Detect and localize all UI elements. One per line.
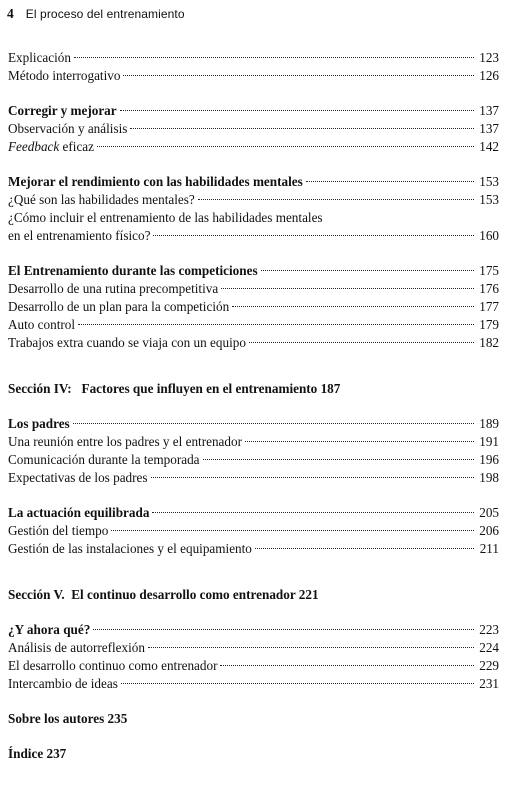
toc-entry-label: El desarrollo continuo como entrenador	[8, 658, 218, 673]
toc-chapter-entry[interactable]	[8, 415, 499, 433]
toc-entry[interactable]	[8, 540, 499, 558]
toc-entry-page: 224	[479, 640, 499, 655]
section-page: 187	[320, 381, 341, 396]
toc-entry[interactable]	[8, 657, 499, 675]
toc-entry[interactable]	[8, 675, 499, 693]
section-page: 221	[298, 587, 319, 602]
index-label: Índice	[8, 746, 44, 761]
toc-entry-page: 153	[479, 192, 499, 207]
toc-entry-label: Explicación	[8, 50, 71, 65]
dot-leader	[120, 110, 474, 111]
toc-entry[interactable]	[8, 451, 499, 469]
toc-chapter-entry[interactable]	[8, 621, 499, 639]
toc-section-heading[interactable]	[8, 586, 499, 604]
toc-entry-label-line1[interactable]: ¿Cómo incluir el entrenamiento de las habilidades mentales	[8, 210, 323, 225]
dot-leader	[151, 477, 474, 478]
toc-entry[interactable]	[8, 280, 499, 298]
header-page-number: 4	[7, 6, 14, 21]
dot-leader	[261, 270, 474, 271]
spacer	[8, 604, 499, 621]
toc-index[interactable]	[8, 745, 499, 763]
dot-leader	[111, 530, 474, 531]
toc-entry-label: Desarrollo de un plan para la competición	[8, 299, 230, 314]
dot-leader	[73, 423, 474, 424]
toc-entry[interactable]	[8, 316, 499, 334]
dot-leader	[221, 288, 474, 289]
toc-entry[interactable]	[8, 639, 499, 657]
dot-leader	[249, 342, 474, 343]
dot-leader	[232, 306, 474, 307]
spacer	[8, 487, 499, 504]
toc-chapter-label: La actuación equilibrada	[8, 505, 150, 520]
toc-chapter-label: Los padres	[8, 416, 70, 431]
dot-leader	[255, 548, 474, 549]
toc-entry-page: 206	[479, 523, 499, 538]
toc-entry-label: ¿Qué son las habilidades mentales?	[8, 192, 195, 207]
dot-leader	[74, 57, 474, 58]
toc-entry-label: Desarrollo de una rutina precompetitiva	[8, 281, 219, 296]
toc-entry[interactable]	[8, 469, 499, 487]
running-header	[7, 6, 185, 24]
header-title: El proceso del entrenamiento	[25, 7, 185, 21]
toc-entry-page: 137	[479, 103, 499, 118]
dot-leader	[123, 75, 474, 76]
toc-entry[interactable]	[8, 120, 499, 138]
dot-leader	[203, 459, 474, 460]
toc-entry-page: 229	[479, 658, 499, 673]
spacer	[8, 352, 499, 380]
toc-entry[interactable]	[8, 334, 499, 352]
toc-entry[interactable]	[8, 433, 499, 451]
dot-leader	[78, 324, 474, 325]
toc-chapter-entry[interactable]	[8, 173, 499, 191]
toc-entry-page: 211	[479, 541, 499, 556]
toc-entry[interactable]	[8, 138, 499, 156]
toc-entry[interactable]	[8, 49, 499, 67]
toc-chapter-entry[interactable]	[8, 504, 499, 522]
dot-leader	[220, 665, 474, 666]
toc-entry-label: Intercambio de ideas	[8, 676, 118, 691]
spacer	[8, 693, 499, 710]
toc-entry-page: 153	[479, 174, 499, 189]
toc-chapter-entry[interactable]	[8, 102, 499, 120]
toc-entry-page: 176	[479, 281, 499, 296]
toc-chapter-entry[interactable]	[8, 262, 499, 280]
toc-entry-page: 123	[479, 50, 499, 65]
toc-entry-label-rest: eficaz	[59, 139, 95, 154]
spacer	[8, 728, 499, 745]
section-title: Factores que influyen en el entrenamiento	[81, 381, 318, 396]
toc-chapter-label: ¿Y ahora qué?	[8, 622, 91, 637]
toc-entry-label: Gestión de las instalaciones y el equipamiento	[8, 541, 252, 556]
authors-page: 235	[107, 711, 128, 726]
toc-entry-page: 126	[479, 68, 499, 83]
toc-entry-label: Gestión del tiempo	[8, 523, 109, 538]
toc-chapter-label: Corregir y mejorar	[8, 103, 117, 118]
toc-chapter-label: El Entrenamiento durante las competiciones	[8, 263, 258, 278]
toc-entry[interactable]	[8, 522, 499, 540]
dot-leader	[148, 647, 474, 648]
dot-leader	[153, 235, 474, 236]
table-of-contents	[8, 49, 499, 763]
section-title: El continuo desarrollo como entrenador	[71, 587, 296, 602]
toc-entry-label-line2: en el entrenamiento físico?	[8, 228, 151, 243]
spacer	[8, 398, 499, 415]
section-label: Sección IV:	[8, 381, 72, 396]
toc-entry-page: 223	[479, 622, 499, 637]
toc-entry[interactable]	[8, 191, 499, 209]
dot-leader	[121, 683, 474, 684]
toc-entry-label: Expectativas de los padres	[8, 470, 148, 485]
toc-entry-label: Una reunión entre los padres y el entrenador	[8, 434, 242, 449]
toc-entry[interactable]	[8, 227, 499, 245]
spacer	[8, 85, 499, 102]
toc-entry-label: Observación y análisis	[8, 121, 128, 136]
toc-authors[interactable]	[8, 710, 499, 728]
toc-entry-page: 160	[479, 228, 499, 243]
authors-label: Sobre los autores	[8, 711, 105, 726]
spacer	[8, 156, 499, 173]
toc-entry-label: Comunicación durante la temporada	[8, 452, 200, 467]
toc-entry[interactable]	[8, 298, 499, 316]
index-page: 237	[46, 746, 67, 761]
spacer	[8, 558, 499, 586]
dot-leader	[97, 146, 474, 147]
spacer	[8, 245, 499, 262]
toc-entry-page: 175	[479, 263, 499, 278]
toc-entry-page: 191	[479, 434, 499, 449]
dot-leader	[152, 512, 474, 513]
section-label: Sección V.	[8, 587, 65, 602]
toc-entry-page: 196	[479, 452, 499, 467]
toc-chapter-label: Mejorar el rendimiento con las habilidades mentales	[8, 174, 303, 189]
toc-entry-page: 198	[479, 470, 499, 485]
toc-entry-page: 189	[479, 416, 499, 431]
toc-entry-page: 205	[479, 505, 499, 520]
dot-leader	[93, 629, 474, 630]
toc-entry-label: Método interrogativo	[8, 68, 121, 83]
toc-entry-page: 231	[479, 676, 499, 691]
toc-entry[interactable]	[8, 67, 499, 85]
dot-leader	[245, 441, 474, 442]
toc-entry-page: 177	[479, 299, 499, 314]
toc-entry-page: 137	[479, 121, 499, 136]
toc-entry-page: 142	[479, 139, 499, 154]
dot-leader	[130, 128, 474, 129]
toc-entry-label: Análisis de autorreflexión	[8, 640, 145, 655]
toc-entry-label: Trabajos extra cuando se viaja con un equipo	[8, 335, 246, 350]
toc-entry-label-italic: Feedback	[8, 139, 60, 154]
dot-leader	[306, 181, 474, 182]
toc-entry-label: Auto control	[8, 317, 76, 332]
toc-section-heading[interactable]	[8, 380, 499, 398]
dot-leader	[198, 199, 474, 200]
toc-entry-label	[8, 138, 94, 156]
toc-entry-page: 179	[479, 317, 499, 332]
toc-entry-page: 182	[479, 335, 499, 350]
